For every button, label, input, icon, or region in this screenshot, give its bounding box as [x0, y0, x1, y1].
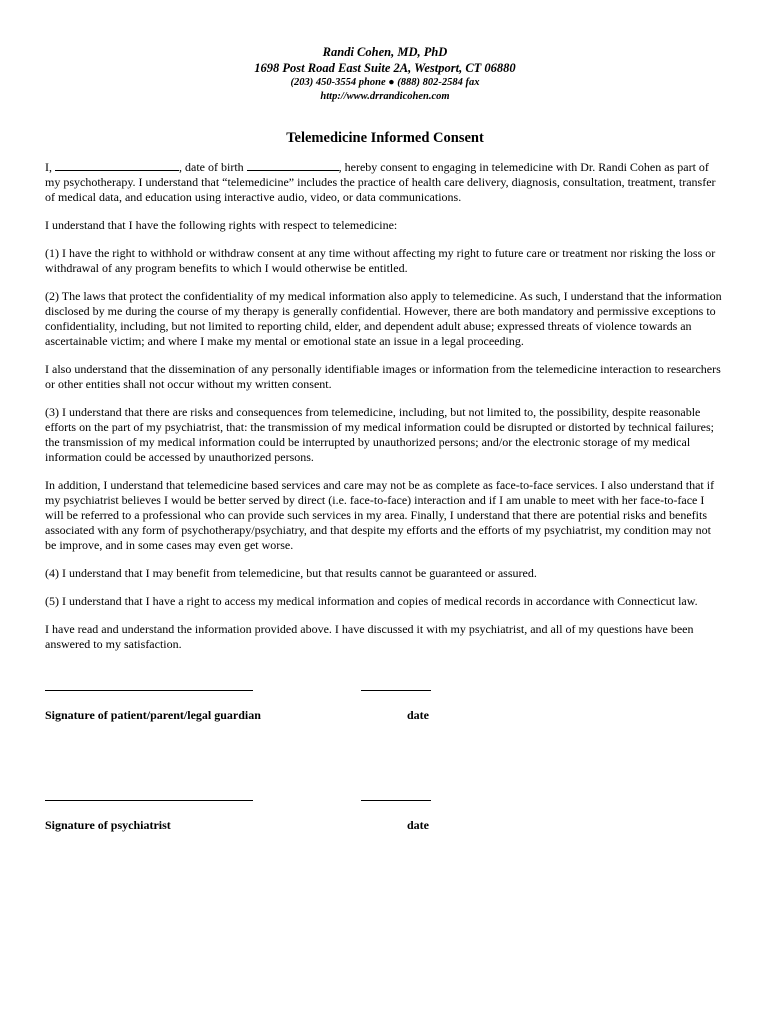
intro-suffix: , hereby consent to engaging in telemedicine with Dr. Randi Cohen as part of my psychotherapy. I understand that “telemedicine” includes the practice of health care delivery, diagnosis, consultation, treatment, transfer of medical data, and education using interactive audio, video, or data communications.	[45, 160, 716, 204]
intro-mid: , date of birth	[179, 160, 247, 174]
psychiatrist-signature-label: Signature of psychiatrist	[45, 818, 171, 832]
psychiatrist-signature-line[interactable]	[45, 800, 253, 801]
patient-signature-label: Signature of patient/parent/legal guardian	[45, 708, 261, 722]
psychiatrist-date-line[interactable]	[361, 800, 431, 801]
right-1-paragraph: (1) I have the right to withhold or withdraw consent at any time without affecting my right to future care or treatment nor risking the loss or withdrawal of any program benefits to which I would otherwise be entitled.	[45, 246, 716, 275]
document-title: Telemedicine Informed Consent	[286, 130, 484, 146]
dissemination-paragraph: I also understand that the dissemination of any personally identifiable images or information from the telemedicine interaction to researchers or other entities shall not occur without my written consent.	[45, 362, 721, 391]
website-url: http://www.drrandicohen.com	[320, 91, 450, 102]
right-2-paragraph: (2) The laws that protect the confidentiality of my medical information also apply to telemedicine. As such, I understand that the information disclosed by me during the course of my therapy is generally confidential. However, there are both mandatory and permissive exceptions to confidentiality, including, but not limited to reporting child, elder, and dependent adult abuse; expressed threats of violence towards an ascertainable victim; and where I make my mental or emotional state an issue in a legal proceeding.	[45, 289, 722, 348]
rights-intro-paragraph: I understand that I have the following rights with respect to telemedicine:	[45, 218, 398, 232]
patient-date-label: date	[407, 708, 429, 722]
letterhead	[45, 44, 725, 104]
patient-name-blank[interactable]	[55, 159, 179, 171]
additional-risks-paragraph: In addition, I understand that telemedicine based services and care may not be as complete as face-to-face services. I also understand that if my psychiatrist believes I would be better served by direct (i.e. face-to-face) interaction and if I am unable to meet with her face-to-face I will be referred to a professional who can provide such services in my area. Finally, I understand that there are potential risks and benefits associated with any form of psychotherapy/psychiatry, and that despite my efforts and the efforts of my psychiatrist, my condition may not be improve, and in some cases may even get worse.	[45, 478, 715, 552]
right-5-paragraph: (5) I understand that I have a right to access my medical information and copies of medical records in accordance with Connecticut law.	[45, 594, 698, 608]
office-address: 1698 Post Road East Suite 2A, Westport, CT 06880	[254, 61, 516, 75]
patient-signature-line[interactable]	[45, 690, 253, 691]
date-of-birth-blank[interactable]	[247, 159, 339, 171]
patient-date-line[interactable]	[361, 690, 431, 691]
psychiatrist-date-label: date	[407, 818, 429, 832]
patient-signature-block	[45, 690, 725, 770]
contact-numbers: (203) 450-3554 phone ● (888) 802-2584 fax	[290, 77, 480, 88]
intro-prefix: I,	[45, 160, 55, 174]
right-3-paragraph: (3) I understand that there are risks and consequences from telemedicine, including, but not limited to, the possibility, despite reasonable efforts on the part of my psychiatrist, that: the transmission of my medical information could be disrupted or distorted by technical failures; the transmission of my medical information could be interrupted by unauthorized persons; and/or the electronic storage of my medical information could be accessed by unauthorized persons.	[45, 405, 714, 464]
doctor-name: Randi Cohen, MD, PhD	[322, 45, 448, 59]
acknowledgement-paragraph: I have read and understand the information provided above. I have discussed it with my psychiatrist, and all of my questions have been answered to my satisfaction.	[45, 622, 694, 651]
intro-paragraph	[45, 159, 725, 205]
right-4-paragraph: (4) I understand that I may benefit from telemedicine, but that results cannot be guaranteed or assured.	[45, 566, 537, 580]
psychiatrist-signature-block	[45, 800, 725, 880]
consent-document	[45, 44, 725, 880]
